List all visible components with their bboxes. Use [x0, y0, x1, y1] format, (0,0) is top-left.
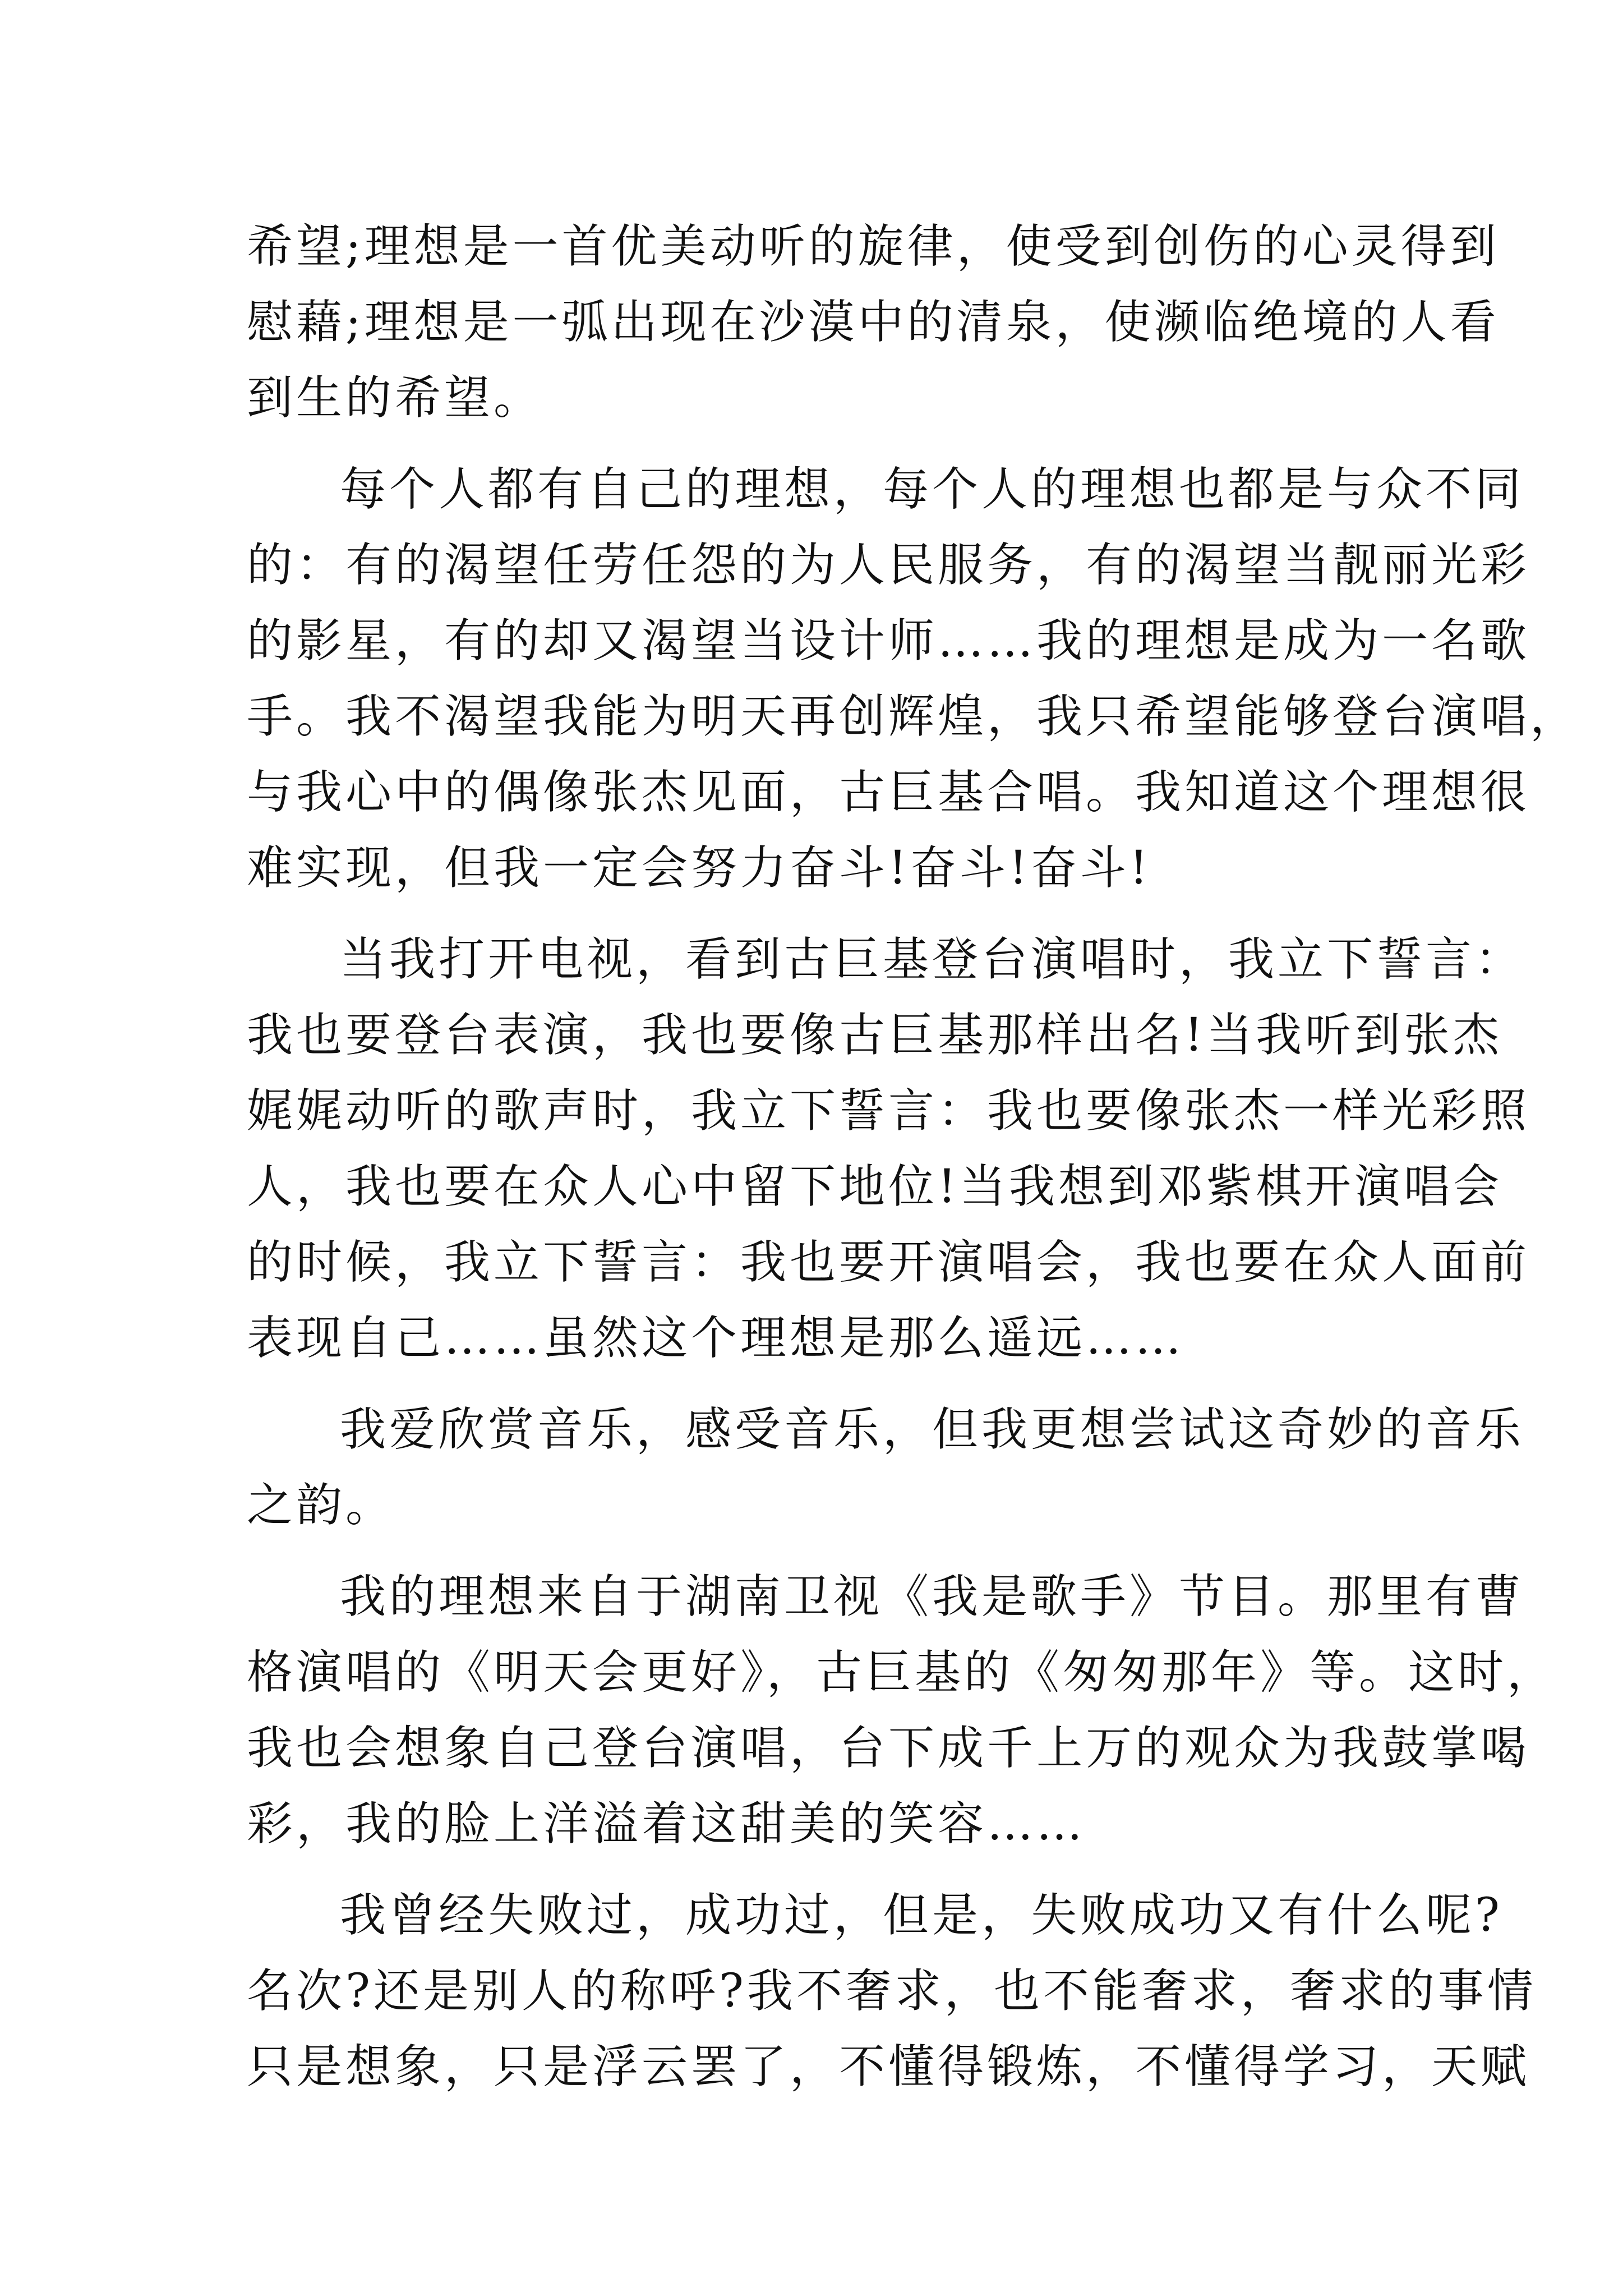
paragraph-gap: [247, 1376, 1380, 1392]
text-line: 我也要登台表演，我也要像古巨基那样出名!当我听到张杰: [247, 1009, 1502, 1062]
paragraph-gap: [247, 436, 1380, 452]
text-line: 与我心中的偶像张杰见面，古巨基合唱。我知道这个理想很: [247, 766, 1530, 819]
paragraph-gap: [247, 1862, 1380, 1878]
text-line: 彩，我的脸上洋溢着这甜美的笑容……: [247, 1797, 1086, 1851]
body-text: [247, 209, 1580, 2105]
text-line: 人，我也要在众人心中留下地位!当我想到邓紫棋开演唱会: [247, 1160, 1502, 1213]
text-line: 的影星，有的却又渴望当设计师……我的理想是成为一名歌: [247, 614, 1530, 668]
text-line: 慰藉;理想是一弧出现在沙漠中的清泉，使濒临绝境的人看: [247, 296, 1500, 349]
text-line: 表现自己……虽然这个理想是那么遥远……: [247, 1312, 1185, 1365]
text-line: 难实现，但我一定会努力奋斗!奋斗!奋斗!: [247, 841, 1151, 895]
text-line: 名次?还是别人的称呼?我不奢求，也不能奢求，奢求的事情: [247, 1964, 1537, 2018]
text-line: 我爱欣赏音乐，感受音乐，但我更想尝试这奇妙的音乐: [340, 1403, 1525, 1456]
text-line: 每个人都有自己的理想，每个人的理想也都是与众不同: [340, 463, 1525, 516]
text-line: 格演唱的《明天会更好》，古巨基的《匆匆那年》等。这时，: [247, 1646, 1557, 1699]
paragraph-gap: [247, 906, 1380, 922]
text-line: 当我打开电视，看到古巨基登台演唱时，我立下誓言：: [340, 933, 1525, 986]
text-line: 我曾经失败过，成功过，但是，失败成功又有什么呢?: [340, 1889, 1503, 1942]
text-line: 之韵。: [247, 1479, 395, 1532]
text-line: 的：有的渴望任劳任怨的为人民服务，有的渴望当靓丽光彩: [247, 539, 1530, 592]
text-line: 只是想象，只是浮云罢了，不懂得锻炼，不懂得学习，天赋: [247, 2040, 1530, 2093]
text-line: 手。我不渴望我能为明天再创辉煌，我只希望能够登台演唱，: [247, 690, 1580, 743]
text-line: 到生的希望。: [247, 371, 543, 425]
text-line: 的时候，我立下誓言：我也要开演唱会，我也要在众人面前: [247, 1236, 1530, 1289]
text-line: 希望;理想是一首优美动听的旋律，使受到创伤的心灵得到: [247, 220, 1500, 273]
text-line: 娓娓动听的歌声时，我立下誓言：我也要像张杰一样光彩照: [247, 1084, 1530, 1138]
text-line: 我也会想象自己登台演唱，台下成千上万的观众为我鼓掌喝: [247, 1722, 1530, 1775]
text-line: 我的理想来自于湖南卫视《我是歌手》节目。那里有曹: [340, 1570, 1525, 1623]
paragraph-gap: [247, 1543, 1380, 1559]
